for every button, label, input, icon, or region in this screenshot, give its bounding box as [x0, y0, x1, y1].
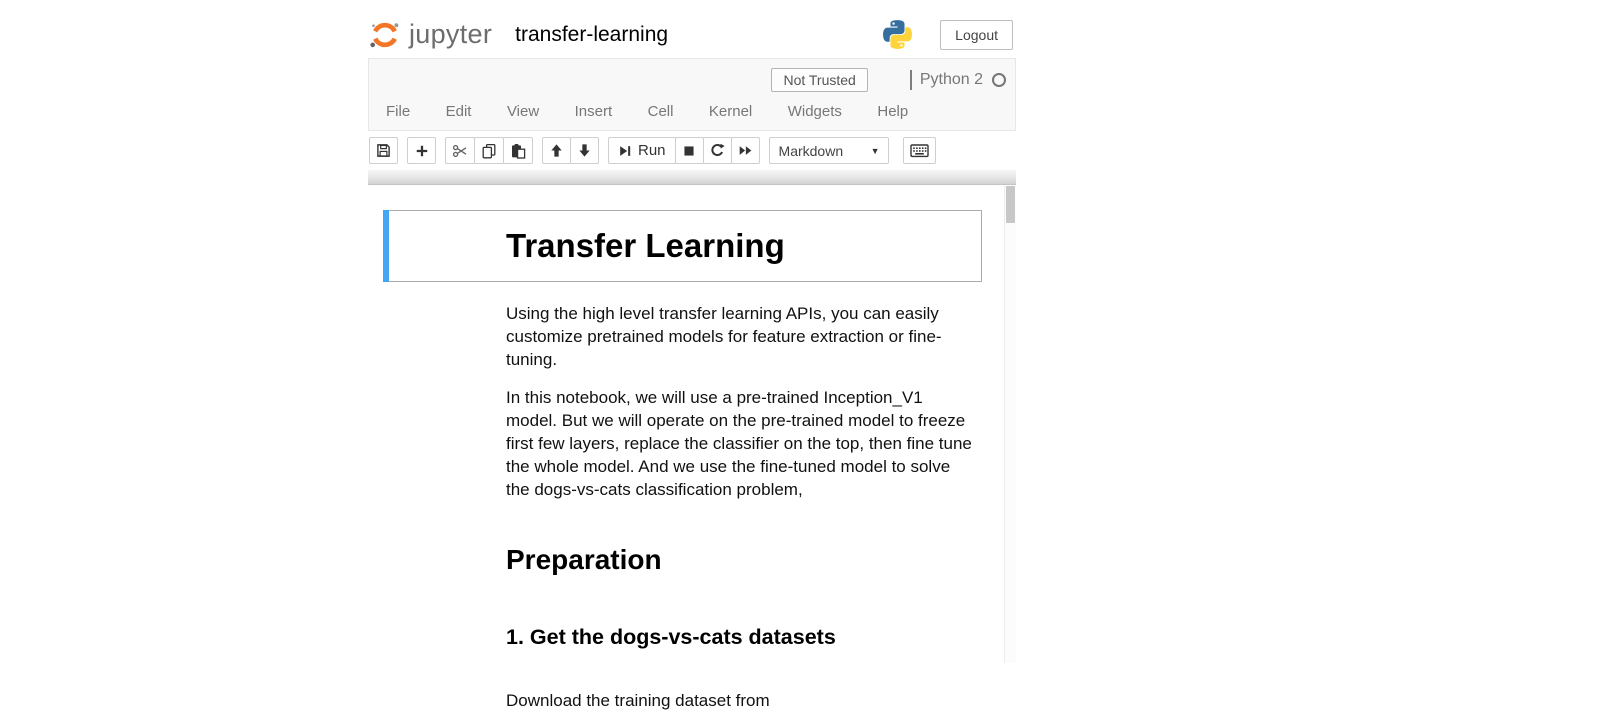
- menu-cell[interactable]: Cell: [647, 103, 674, 120]
- notification-area: [369, 59, 1015, 93]
- restart-run-all-icon: [738, 143, 753, 158]
- python-logo-icon: [881, 18, 914, 51]
- menu-edit[interactable]: Edit: [445, 103, 472, 120]
- cell-prompt: [384, 621, 506, 653]
- menu-file[interactable]: File: [386, 103, 411, 120]
- menu-widgets[interactable]: Widgets: [787, 103, 842, 120]
- save-icon: [376, 143, 391, 158]
- move-cell-up-button[interactable]: [542, 137, 571, 164]
- kernel-name-label: Python 2: [919, 71, 983, 88]
- intro-paragraph-1: Using the high level transfer learning APIs, you can easily customize pretrained models for feature extraction or fine-tuning.: [506, 304, 942, 369]
- restart-kernel-button[interactable]: [703, 137, 732, 164]
- command-palette-button[interactable]: [903, 137, 936, 164]
- kernel-idle-indicator-icon: [992, 73, 1006, 87]
- trust-status-badge[interactable]: Not Trusted: [771, 68, 867, 92]
- move-cell-down-button[interactable]: [570, 137, 599, 164]
- header: [368, 0, 1016, 58]
- notebook-h3: 1. Get the dogs-vs-cats datasets: [506, 625, 836, 649]
- interrupt-kernel-button[interactable]: [675, 137, 704, 164]
- paste-cell-button[interactable]: [503, 137, 533, 164]
- run-step-forward-icon: [618, 144, 632, 158]
- menu-view[interactable]: View: [506, 103, 540, 120]
- stop-icon: [682, 144, 696, 158]
- run-cell-button[interactable]: [608, 137, 676, 164]
- restart-kernel-icon: [710, 143, 725, 158]
- notebook: [383, 170, 982, 717]
- save-button[interactable]: [369, 137, 398, 164]
- restart-run-all-button[interactable]: [731, 137, 760, 164]
- download-paragraph: Download the training dataset from: [506, 691, 770, 710]
- menubar-container: [368, 58, 1016, 131]
- cell-prompt: [384, 685, 506, 716]
- keyboard-command-palette-icon: [910, 143, 929, 158]
- header-shadow: [368, 170, 1016, 185]
- menu-kernel[interactable]: Kernel: [708, 103, 753, 120]
- markdown-cell-title[interactable]: [383, 210, 982, 282]
- toolbar: [368, 131, 1016, 170]
- run-button-label: Run: [638, 142, 666, 159]
- notebook-title[interactable]: transfer-learning: [515, 22, 669, 46]
- copy-icon: [481, 143, 497, 159]
- cut-cell-button[interactable]: [445, 137, 475, 164]
- paste-icon: [510, 143, 526, 159]
- jupyter-logo-icon: [368, 19, 402, 51]
- notebook-h1: Transfer Learning: [506, 227, 785, 264]
- markdown-cell-preparation[interactable]: [383, 539, 982, 581]
- insert-cell-below-button[interactable]: [407, 137, 436, 164]
- jupyter-logo[interactable]: [368, 19, 492, 51]
- kernel-divider: [910, 70, 912, 90]
- jupyter-wordmark: jupyter: [409, 19, 493, 49]
- vertical-scrollbar[interactable]: [1004, 170, 1016, 663]
- menu-insert[interactable]: Insert: [574, 103, 613, 120]
- notebook-h2: Preparation: [506, 544, 662, 575]
- cell-prompt: [384, 211, 506, 281]
- move-down-icon: [577, 143, 592, 158]
- chevron-down-icon: ▼: [870, 146, 880, 156]
- jupyter-notebook-app: [368, 0, 1016, 710]
- logout-button[interactable]: Logout: [940, 20, 1013, 50]
- menubar: [369, 93, 1015, 121]
- move-up-icon: [549, 143, 564, 158]
- menu-help[interactable]: Help: [877, 103, 909, 120]
- intro-paragraph-2: In this notebook, we will use a pre-trained Inception_V1 model. But we will operate on the pre-trained model to freeze first few layers, replace the classifier on the top, then fine tune the whole model. And we use the fine-tuned model to solve the dogs-vs-cats classification problem,: [506, 388, 972, 499]
- cell-type-selected-value: Markdown: [778, 142, 844, 159]
- copy-cell-button[interactable]: [474, 137, 504, 164]
- notebook-container: [368, 170, 1016, 710]
- scrollbar-thumb[interactable]: [1006, 186, 1015, 223]
- markdown-cell-download[interactable]: [383, 684, 982, 717]
- markdown-cell-intro[interactable]: [383, 297, 982, 506]
- markdown-cell-datasets[interactable]: [383, 620, 982, 654]
- cell-prompt: [384, 298, 506, 505]
- add-cell-icon: [415, 144, 429, 158]
- cell-prompt: [384, 540, 506, 580]
- cell-type-select[interactable]: [769, 137, 889, 164]
- cut-icon: [452, 143, 468, 159]
